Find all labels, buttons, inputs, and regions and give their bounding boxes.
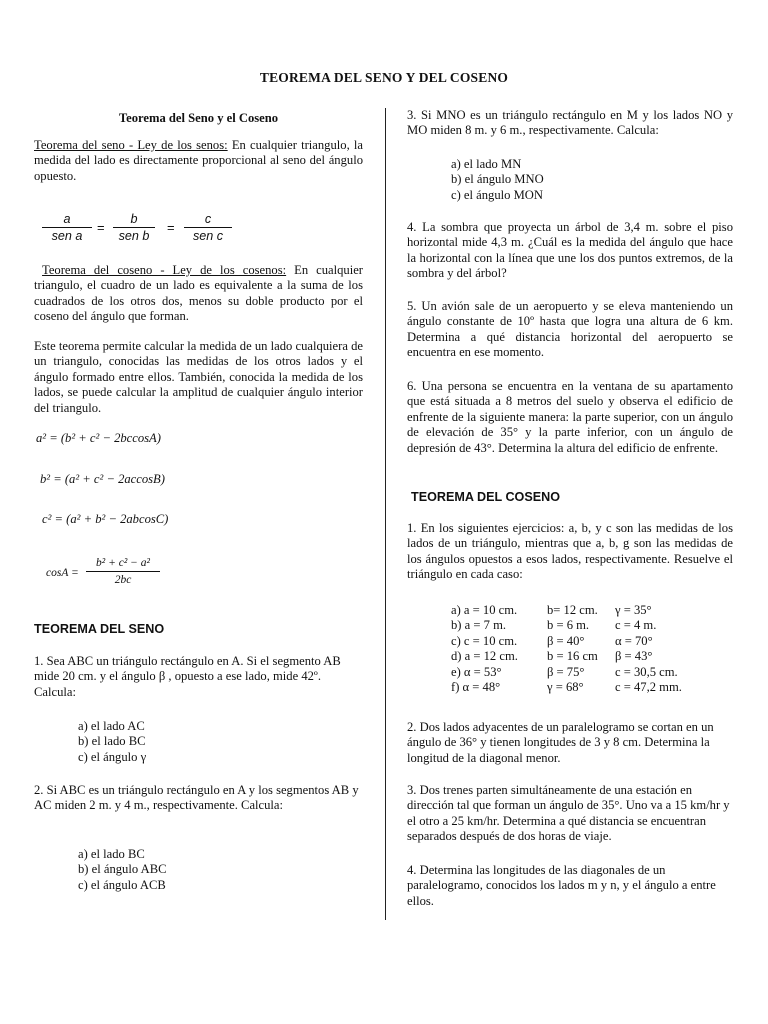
list-item: a) el lado MN [451,157,522,171]
cosine-problem-2-text: 2. Dos lados adyacentes de un paralelogramo se cortan en un ángulo de 36° y tienen longitudes de 3 y 8 cm. Determina la longitud de la diagonal menor. [407,720,714,765]
list-item: c) el ángulo γ [78,749,147,764]
table-cell: f) α = 48° [451,680,501,695]
problem-6-text: 6. Una persona se encuentra en la ventana de su apartamento que está situada a 8 metros del suelo y observa el edificio de enfrente de la siguiente manera: la parte superior, con un ángulo de elevación de 35° y la parte inferior, con un ángulo de depresión de 43°. Determina la altura del edificio de enfrente. [407,379,733,455]
cosine-cases-table [407,603,733,695]
table-cell: b = 16 cm [547,649,598,664]
problem-1 [34,654,363,700]
cosine-problem-1 [407,521,733,583]
cosine-law-label: Teorema del coseno - Ley de los cosenos: [42,263,287,277]
cosine-problem-3 [407,783,733,845]
problem-2 [34,783,363,814]
page-title: TEOREMA DEL SENO Y DEL COSENO [259,70,509,85]
list-item: c) el ángulo ACB [78,877,166,892]
list-item: a) el lado BC [78,847,145,861]
fraction-denominator-a: sen a [42,227,92,244]
problem-3-items [407,157,733,203]
list-item: b) el ángulo MNO [451,172,544,187]
problem-1-text: 1. Sea ABC un triángulo rectángulo en A. Si el segmento AB mide 20 cm. y el ángulo β , opuesto a ese lado, mide 42º. Calcula: [34,654,341,699]
left-subtitle-block [34,111,363,126]
table-cell: c = 4 m. [615,618,657,633]
table-cell: b= 12 cm. [547,603,598,617]
problem-6 [407,379,733,456]
sine-law-definition [34,138,363,184]
problem-3 [407,108,733,139]
formula-cos-denominator: 2bc [86,571,160,588]
fraction-numerator-c: c [204,212,212,226]
formula-a-squared: a² = (b² + c² − 2bccosA) [36,431,161,445]
table-cell: γ = 68° [547,680,584,695]
list-item: a) el lado AC [78,719,145,733]
formula-b-squared: b² = (a² + c² − 2accosB) [40,472,165,486]
sine-law-text: En cualquier triangulo, la medida del lado es directamente proporcional al seno del ángulo opuesto. [34,138,364,183]
theorem-explanation [34,339,363,416]
cosine-problem-2 [407,720,733,766]
table-cell: b) a = 7 m. [451,618,507,633]
sine-law-label: Teorema del seno - Ley de los senos: [34,138,228,152]
list-item: b) el lado BC [78,734,146,749]
cosine-problem-4 [407,863,733,909]
formula-cos-numerator: b² + c² − a² [96,557,150,569]
fraction-denominator-b: sen b [113,227,155,244]
cosine-law-text: En cualquier triangulo, el cuadro de un lado es equivalente a la suma de los cuadrados de los otros dos, menos su doble producto por el coseno del ángulo que forman. [34,263,364,324]
table-cell: e) α = 53° [451,664,502,679]
table-cell: β = 40° [547,633,585,648]
problem-1-items [34,719,363,765]
formula-c-squared: c² = (a² + b² − 2abcosC) [42,512,169,526]
equals-sign-2: = [167,220,175,235]
formula-cos-lhs: cosA = [46,567,79,579]
theorem-text: Este teorema permite calcular la medida de un lado cualquiera de un triangulo, conocidas las medidas de los otros lados y el ángulo formado entre ellos. También, conocida la medida de los lados, se puede calcular la amplitud de cualquier ángulo interior del triangulo. [34,339,363,415]
problem-5-text: 5. Un avión sale de un aeropuerto y se eleva manteniendo un ángulo constante de 10º hasta que logra una altura de 6 km. Determina a qué distancia horizontal del aeropuerto se encuentra en ese momento. [407,299,733,360]
problem-2-text: 2. Si ABC es un triángulo rectángulo en A y los segmentos AB y AC miden 2 m. y 4 m., respectivamente. Calcula: [34,783,359,813]
table-cell: α = 70° [615,633,653,648]
table-cell: b = 6 m. [547,618,590,633]
table-cell: γ = 35° [615,603,652,617]
table-cell: β = 75° [547,664,585,679]
list-item: c) el ángulo MON [451,187,543,202]
fraction-numerator-b: b [130,212,138,226]
cosine-problem-4-text: 4. Determina las longitudes de las diagonales de un paralelogramo, conocidos los lados m y n, y el ángulo a entre ellos. [407,863,716,908]
right-section-heading: TEOREMA DEL COSENO [411,490,561,504]
fraction-denominator-c: sen c [184,227,232,244]
table-cell: β = 43° [615,649,653,664]
formula-cos-fraction [86,556,160,589]
sine-fraction-c [184,212,232,245]
sine-fraction-b [113,212,155,245]
table-cell: a) a = 10 cm. [451,603,518,617]
list-item: b) el ángulo ABC [78,862,167,877]
sine-fraction-a [42,212,92,245]
column-divider [385,108,386,920]
table-cell: c) c = 10 cm. [451,633,518,648]
cosine-law-definition [34,263,363,325]
problem-4-text: 4. La sombra que proyecta un árbol de 3,4 m. sobre el piso horizontal mide 4,3 m. ¿Cuál es la medida del ángulo que hace la horizontal con la línea que une los dos puntos extremos, de la sombra y del árbol? [407,220,733,281]
table-cell: d) a = 12 cm. [451,649,518,664]
problem-5 [407,299,733,361]
cosine-problem-1-text: 1. En los siguientes ejercicios: a, b, y c son las medidas de los lados de un triángulo, mientras que a, b, g son las medidas de los ángulos opuestos a esos lados, respectivamente. Resuelve el triángulo en cada caso: [407,521,733,582]
problem-2-items [34,847,363,893]
problem-3-text: 3. Si MNO es un triángulo rectángulo en M y los lados NO y MO miden 8 m. y 6 m., respectivamente. Calcula: [407,108,733,138]
problem-4 [407,220,733,282]
table-cell: c = 30,5 cm. [615,664,678,679]
left-section-heading: TEOREMA DEL SENO [34,622,165,636]
equals-sign-1: = [97,220,105,235]
table-cell: c = 47,2 mm. [615,680,682,695]
left-subtitle: Teorema del Seno y el Coseno [118,111,279,125]
cosine-problem-3-text: 3. Dos trenes parten simultáneamente de una estación en dirección tal que forman un ángulo de 35°. Uno va a 15 km/hr y el otro a 25 km/hr. Determina a qué distancia se encuentran separados después de dos horas de viaje. [407,783,730,844]
fraction-numerator-a: a [63,212,71,226]
